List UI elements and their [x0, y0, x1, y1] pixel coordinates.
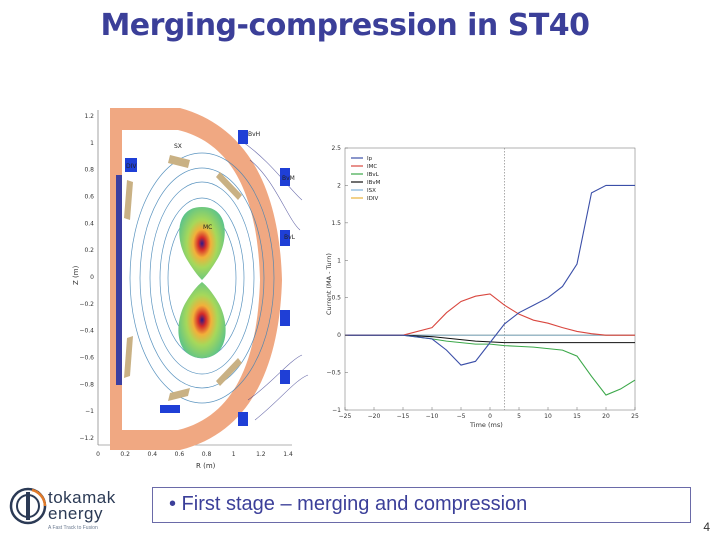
legend-label: Ip: [367, 156, 373, 162]
chart-xtick-label: 10: [544, 413, 552, 420]
chart-ylabel: Current (MA - Turn): [325, 253, 333, 315]
chart-ytick-label: −0.5: [326, 369, 341, 377]
logo-line2: energy: [48, 504, 103, 523]
legend-label: IMC: [367, 164, 378, 170]
left-xtick-label: 0.4: [147, 451, 158, 458]
chart-xtick-label: 20: [602, 413, 610, 420]
chart-ytick-label: 1: [337, 257, 341, 265]
left-ylabel: Z (m): [72, 265, 80, 285]
left-xtick-label: 0.8: [201, 451, 212, 458]
left-ytick-label: −0.6: [79, 354, 94, 362]
left-ytick-label: 0.2: [84, 247, 94, 255]
legend-label: ISX: [367, 188, 376, 194]
left-xlabel: R (m): [196, 462, 216, 470]
chart-ytick-label: 2.5: [331, 145, 341, 152]
left-xtick-label: 1: [231, 451, 236, 458]
slide-title: Merging-compression in ST40: [100, 8, 590, 43]
center-column: [116, 175, 122, 385]
left-ytick-label: 0: [90, 274, 94, 281]
left-ytick-label: 1.2: [84, 113, 94, 120]
current-chart: [325, 145, 639, 429]
chart-ytick-label: −1: [332, 407, 341, 414]
logo-tagline: A Fast Track to Fusion: [48, 525, 98, 531]
left-ytick-label: 0.4: [84, 220, 94, 228]
logo-mark-icon: [8, 484, 48, 528]
chart-ytick-label: 2: [337, 182, 341, 190]
logo-line1: tokamak: [48, 488, 116, 507]
chart-xtick-label: −5: [456, 413, 466, 420]
page-number: 4: [703, 520, 710, 534]
left-xtick-label: 1.4: [283, 451, 293, 458]
coil-label-div: DIV: [126, 163, 137, 170]
chart-xtick-label: 5: [517, 413, 521, 420]
left-xtick-label: 1.2: [256, 451, 266, 458]
bullet-box: [152, 487, 691, 523]
chart-xtick-label: 15: [573, 413, 581, 420]
chart-xtick-label: −20: [367, 413, 381, 420]
left-ytick-label: −1.2: [79, 435, 94, 442]
chart-xtick-label: −25: [338, 413, 352, 420]
coil-label-bvh: BvH: [248, 131, 261, 138]
equilibrium-plot: [72, 108, 308, 470]
legend-label: IBvL: [367, 172, 379, 178]
lower-plasma: [178, 282, 225, 358]
figure: [70, 100, 640, 480]
coil-label-mc: MC: [203, 224, 213, 231]
left-ytick-label: 1: [90, 139, 94, 147]
chart-xtick-label: −15: [396, 413, 410, 420]
upper-plasma: [179, 207, 225, 280]
left-ytick-label: −1: [85, 408, 94, 416]
chart-xlabel: Time (ms): [470, 421, 503, 429]
coil-label-bvl: BvL: [284, 234, 296, 241]
coil-label-bvm: BvM: [282, 175, 295, 182]
legend-label: IDIV: [367, 196, 379, 202]
left-xtick-label: 0.2: [120, 451, 130, 458]
bullet-text: • First stage – merging and compression: [169, 493, 528, 515]
chart-xtick-label: 25: [631, 413, 639, 420]
left-ytick-label: 0.8: [84, 166, 94, 174]
chart-ytick-label: 0.5: [331, 294, 341, 302]
chart-xtick-label: 0: [488, 413, 492, 420]
left-ytick-label: −0.2: [79, 300, 94, 308]
coil-label-sx: SX: [174, 143, 182, 150]
legend-label: IBvM: [367, 180, 381, 186]
tokamak-energy-logo: [8, 482, 128, 534]
left-xtick-label: 0.6: [174, 451, 185, 458]
left-ytick-label: 0.6: [84, 193, 94, 201]
left-ytick-label: −0.8: [79, 381, 94, 389]
chart-ytick-label: 0: [337, 332, 341, 340]
chart-ytick-label: 1.5: [331, 219, 341, 227]
left-ytick-label: −0.4: [79, 327, 94, 335]
left-xtick-label: 0: [96, 451, 100, 458]
chart-xtick-label: −10: [425, 413, 439, 420]
